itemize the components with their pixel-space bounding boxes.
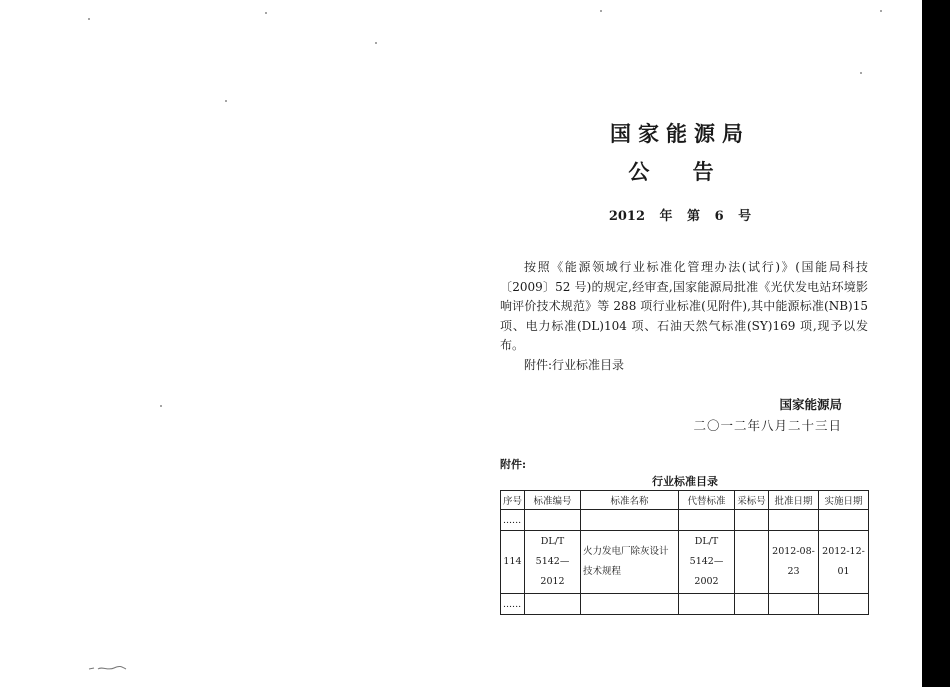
ellipsis-cell: ...... bbox=[501, 510, 525, 531]
announcement-body bbox=[500, 258, 868, 375]
cell-seq: 114 bbox=[501, 531, 525, 594]
scan-speck bbox=[225, 100, 227, 102]
col-header-replace: 代替标准 bbox=[679, 491, 735, 510]
table-row-ellipsis bbox=[501, 594, 869, 615]
scan-speck bbox=[600, 10, 602, 12]
issuer-title: 国家能源局 bbox=[610, 122, 750, 146]
table-title: 行业标准目录 bbox=[652, 475, 718, 488]
cell-name bbox=[581, 531, 679, 594]
document-number: 2012 年 第 6 号 bbox=[608, 209, 752, 224]
table-header-row bbox=[501, 491, 869, 510]
announcement-title: 公 告 bbox=[628, 160, 732, 184]
signature-issuer: 国家能源局 bbox=[779, 397, 842, 412]
replace-part-1: DL/T bbox=[694, 536, 719, 547]
scan-speck bbox=[88, 18, 90, 20]
signature-date: 二〇一二年八月二十三日 bbox=[693, 418, 842, 433]
body-paragraph: 按照《能源领域行业标准化管理办法(试行)》(国能局科技〔2009〕52 号)的规定,经审查,国家能源局批准《光伏发电站环境影响评价技术规范》等 288 项行业标准(见附件),其中能源标准(NB)15 项、电力标准(DL)104 项、石油天然气标准(SY)169 项,现予以发布。 bbox=[500, 260, 868, 352]
cell-approve-date: 2012-08-23 bbox=[769, 531, 819, 594]
scan-speck bbox=[860, 72, 862, 74]
name-line-2: 技术规程 bbox=[583, 566, 622, 577]
ellipsis-cell: ...... bbox=[501, 594, 525, 615]
std-no-part-1: DL/T bbox=[540, 536, 565, 547]
name-line-1: 火力发电厂除灰设计 bbox=[583, 546, 669, 557]
col-header-name: 标准名称 bbox=[581, 491, 679, 510]
col-header-seq: 序号 bbox=[501, 491, 525, 510]
attachment-line: 附件:行业标准目录 bbox=[524, 357, 625, 372]
table-row bbox=[501, 531, 869, 594]
scan-speck bbox=[265, 12, 267, 14]
cell-replace bbox=[679, 531, 735, 594]
replace-part-2: 5142—2002 bbox=[689, 556, 724, 587]
col-header-std-no: 标准编号 bbox=[525, 491, 581, 510]
handwritten-mark bbox=[88, 663, 128, 673]
attachment-label: 附件: bbox=[500, 458, 527, 471]
scan-speck bbox=[375, 42, 377, 44]
table-row-ellipsis bbox=[501, 510, 869, 531]
standards-table bbox=[500, 490, 869, 615]
col-header-effective-date: 实施日期 bbox=[819, 491, 869, 510]
std-no-part-2: 5142—2012 bbox=[535, 556, 570, 587]
scan-speck bbox=[880, 10, 882, 12]
col-header-approve-date: 批准日期 bbox=[769, 491, 819, 510]
cell-std-no bbox=[525, 531, 581, 594]
cell-adopt bbox=[735, 531, 769, 594]
scan-edge-bar bbox=[922, 0, 950, 687]
cell-effective-date: 2012-12-01 bbox=[819, 531, 869, 594]
col-header-adopt: 采标号 bbox=[735, 491, 769, 510]
scan-speck bbox=[160, 405, 162, 407]
